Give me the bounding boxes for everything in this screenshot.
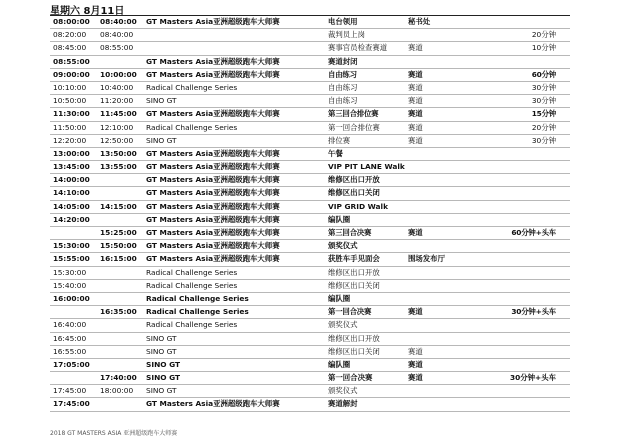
schedule-row — [50, 148, 570, 161]
schedule-session-name: 自由练习 — [328, 69, 357, 79]
schedule-series-name: SINO GT — [146, 96, 177, 106]
schedule-start-time: 15:40:00 — [53, 280, 87, 290]
schedule-row — [50, 29, 570, 42]
schedule-series-name: GT Masters Asia亚洲超级跑车大师赛 — [146, 148, 280, 158]
schedule-duration: 30分钟+头车 — [511, 307, 556, 317]
schedule-series-name: GT Masters Asia亚洲超级跑车大师赛 — [146, 254, 280, 264]
schedule-start-time: 15:30:00 — [53, 267, 87, 277]
schedule-duration: 60分钟+头车 — [511, 228, 556, 237]
schedule-series-name: Radical Challenge Series — [146, 280, 238, 290]
schedule-series-name: SINO GT — [146, 373, 181, 383]
schedule-row — [50, 240, 570, 253]
schedule-end-time: 11:20:00 — [100, 96, 134, 106]
schedule-duration: 30分钟 — [531, 96, 556, 106]
schedule-session-name: 编队圈 — [328, 359, 351, 369]
schedule-row — [50, 267, 570, 280]
schedule-session-name: 颁奖仪式 — [328, 386, 358, 396]
schedule-start-time: 08:55:00 — [53, 56, 90, 66]
schedule-row — [50, 319, 570, 332]
schedule-session-name: 第一回合决赛 — [328, 307, 372, 317]
schedule-end-time: 15:25:00 — [100, 228, 137, 237]
schedule-duration: 10分钟 — [531, 43, 556, 53]
schedule-session-name: 第一回合排位赛 — [328, 122, 380, 132]
schedule-end-time: 12:50:00 — [100, 135, 134, 145]
schedule-end-time: 15:50:00 — [100, 241, 137, 251]
schedule-start-time: 15:55:00 — [53, 254, 90, 264]
schedule-row — [50, 398, 570, 411]
schedule-start-time: 16:55:00 — [53, 346, 87, 356]
schedule-series-name: GT Masters Asia亚洲超级跑车大师赛 — [146, 214, 280, 224]
schedule-duration: 15分钟 — [531, 109, 556, 119]
schedule-duration: 30分钟+头车 — [509, 373, 556, 383]
schedule-start-time: 11:30:00 — [53, 109, 90, 119]
schedule-row — [50, 359, 570, 372]
schedule-start-time: 12:20:00 — [53, 135, 87, 145]
schedule-row — [50, 187, 570, 200]
schedule-series-name: GT Masters Asia亚洲超级跑车大师赛 — [146, 69, 280, 79]
schedule-series-name: Radical Challenge Series — [146, 122, 238, 132]
schedule-row — [50, 201, 570, 214]
schedule-duration: 30分钟 — [531, 82, 556, 92]
schedule-start-time: 08:45:00 — [53, 43, 87, 53]
schedule-row — [50, 293, 570, 306]
schedule-venue: 围场发布厅 — [408, 254, 445, 264]
schedule-row — [50, 161, 570, 174]
schedule-table — [50, 16, 570, 412]
schedule-row — [50, 372, 570, 385]
schedule-session-name: 维修区出口关闭 — [328, 346, 380, 356]
schedule-end-time: 17:40:00 — [100, 373, 137, 383]
schedule-venue: 赛道 — [408, 82, 423, 92]
schedule-session-name: 自由练习 — [328, 82, 358, 92]
schedule-start-time: 15:30:00 — [53, 241, 90, 251]
schedule-start-time: 13:00:00 — [53, 148, 90, 158]
schedule-session-name: 赛道封闭 — [328, 56, 358, 66]
schedule-session-name: 排位赛 — [328, 135, 351, 145]
schedule-session-name: 维修区出口开放 — [328, 333, 380, 343]
schedule-venue: 赛道 — [408, 307, 423, 317]
schedule-end-time: 11:45:00 — [100, 109, 137, 119]
schedule-session-name: 获胜车手见面会 — [328, 254, 380, 264]
schedule-venue: 赛道 — [408, 96, 423, 106]
schedule-start-time: 08:20:00 — [53, 30, 87, 40]
schedule-session-name: 裁判员上岗 — [328, 30, 365, 40]
schedule-series-name: SINO GT — [146, 359, 181, 369]
schedule-row — [50, 16, 570, 29]
schedule-row — [50, 174, 570, 187]
schedule-session-name: 第一回合决赛 — [328, 373, 373, 383]
schedule-row — [50, 280, 570, 293]
schedule-start-time: 16:00:00 — [53, 293, 90, 303]
schedule-session-name: 颁奖仪式 — [328, 320, 358, 330]
schedule-start-time: 16:45:00 — [53, 333, 87, 343]
footer-text: 2018 GT MASTERS ASIA 亚洲超级跑车大师赛 — [50, 430, 178, 437]
schedule-end-time: 13:50:00 — [100, 148, 137, 158]
schedule-end-time: 08:40:00 — [100, 17, 137, 26]
schedule-duration: 20分钟 — [531, 122, 556, 132]
schedule-series-name: Radical Challenge Series — [146, 293, 249, 303]
schedule-session-name: 自由练习 — [328, 96, 358, 106]
schedule-start-time: 17:45:00 — [53, 386, 87, 396]
schedule-start-time: 17:45:00 — [53, 399, 90, 409]
schedule-start-time: 14:05:00 — [53, 201, 90, 211]
schedule-series-name: SINO GT — [146, 135, 177, 145]
schedule-duration: 60分钟 — [531, 69, 556, 79]
schedule-end-time: 10:40:00 — [100, 82, 134, 92]
schedule-series-name: Radical Challenge Series — [146, 320, 238, 330]
schedule-row — [50, 135, 570, 148]
schedule-series-name: GT Masters Asia亚洲超级跑车大师赛 — [146, 56, 280, 66]
schedule-row — [50, 69, 570, 82]
schedule-row — [50, 122, 570, 135]
schedule-session-name: 赛道解封 — [328, 399, 358, 409]
schedule-series-name: Radical Challenge Series — [146, 307, 249, 317]
schedule-session-name: 第三回合排位赛 — [328, 109, 379, 119]
schedule-start-time: 14:20:00 — [53, 214, 90, 224]
schedule-start-time: 14:10:00 — [53, 188, 90, 198]
schedule-end-time: 14:15:00 — [100, 201, 137, 211]
schedule-end-time: 08:55:00 — [100, 43, 134, 53]
schedule-row — [50, 306, 570, 319]
schedule-start-time: 09:00:00 — [53, 69, 90, 79]
schedule-session-name: 电台领用 — [328, 17, 358, 26]
schedule-series-name: SINO GT — [146, 346, 177, 356]
schedule-venue: 赛道 — [408, 109, 423, 119]
schedule-series-name: GT Masters Asia亚洲超级跑车大师赛 — [146, 162, 280, 172]
schedule-session-name: 维修区出口关闭 — [328, 188, 380, 198]
schedule-series-name: GT Masters Asia亚洲超级跑车大师赛 — [146, 109, 280, 119]
schedule-venue: 赛道 — [408, 346, 423, 356]
schedule-session-name: 维修区出口开放 — [328, 267, 380, 277]
schedule-start-time: 14:00:00 — [53, 175, 90, 185]
schedule-series-name: GT Masters Asia亚洲超级跑车大师赛 — [146, 228, 280, 237]
schedule-start-time: 17:05:00 — [53, 359, 90, 369]
schedule-series-name: SINO GT — [146, 386, 177, 396]
schedule-series-name: Radical Challenge Series — [146, 82, 238, 92]
schedule-session-name: VIP GRID Walk — [328, 201, 388, 211]
schedule-start-time: 08:00:00 — [53, 17, 90, 26]
schedule-row — [50, 385, 570, 398]
schedule-row — [50, 333, 570, 346]
schedule-duration: 30分钟 — [531, 135, 556, 145]
schedule-row — [50, 82, 570, 95]
schedule-venue: 赛道 — [408, 43, 423, 53]
schedule-row — [50, 346, 570, 359]
schedule-end-time: 08:40:00 — [100, 30, 134, 40]
schedule-duration: 20分钟 — [531, 30, 556, 40]
schedule-session-name: 维修区出口关闭 — [328, 280, 380, 290]
schedule-venue: 赛道 — [408, 228, 423, 237]
day-header: 星期六 8月11日 — [50, 2, 570, 16]
schedule-session-name: 编队圈 — [328, 293, 351, 303]
schedule-start-time: 10:10:00 — [53, 82, 87, 92]
schedule-venue: 赛道 — [408, 359, 423, 369]
schedule-series-name: GT Masters Asia亚洲超级跑车大师赛 — [146, 175, 280, 185]
schedule-end-time: 18:00:00 — [100, 386, 134, 396]
schedule-series-name: GT Masters Asia亚洲超级跑车大师赛 — [146, 241, 280, 251]
schedule-session-name: 编队圈 — [328, 214, 351, 224]
schedule-end-time: 16:15:00 — [100, 254, 137, 264]
schedule-row — [50, 214, 570, 227]
schedule-row — [50, 56, 570, 69]
schedule-start-time: 10:50:00 — [53, 96, 87, 106]
schedule-start-time: 16:40:00 — [53, 320, 87, 330]
schedule-venue: 赛道 — [408, 373, 423, 383]
schedule-session-name: VIP PIT LANE Walk — [328, 162, 405, 172]
schedule-session-name: 维修区出口开放 — [328, 175, 380, 185]
schedule-end-time: 16:35:00 — [100, 307, 137, 317]
schedule-venue: 赛道 — [408, 122, 423, 132]
schedule-session-name: 第三回合决赛 — [328, 228, 372, 237]
schedule-start-time: 11:50:00 — [53, 122, 87, 132]
schedule-venue: 赛道 — [408, 135, 423, 145]
schedule-row — [50, 227, 570, 240]
schedule-end-time: 13:55:00 — [100, 162, 137, 172]
schedule-series-name: GT Masters Asia亚洲超级跑车大师赛 — [146, 399, 280, 409]
schedule-row — [50, 42, 570, 55]
schedule-row — [50, 95, 570, 108]
schedule-series-name: Radical Challenge Series — [146, 267, 238, 277]
schedule-end-time: 10:00:00 — [100, 69, 137, 79]
schedule-session-name: 颁奖仪式 — [328, 241, 358, 251]
schedule-series-name: GT Masters Asia亚洲超级跑车大师赛 — [146, 188, 280, 198]
schedule-venue: 赛道 — [408, 69, 423, 79]
schedule-row — [50, 253, 570, 266]
schedule-series-name: GT Masters Asia亚洲超级跑车大师赛 — [146, 17, 280, 26]
schedule-start-time: 13:45:00 — [53, 162, 90, 172]
schedule-series-name: SINO GT — [146, 333, 177, 343]
schedule-series-name: GT Masters Asia亚洲超级跑车大师赛 — [146, 201, 280, 211]
schedule-session-name: 午餐 — [328, 148, 343, 158]
schedule-end-time: 12:10:00 — [100, 122, 134, 132]
schedule-session-name: 赛事官员检查赛道 — [328, 43, 388, 53]
schedule-row — [50, 108, 570, 121]
schedule-venue: 秘书处 — [408, 17, 431, 26]
